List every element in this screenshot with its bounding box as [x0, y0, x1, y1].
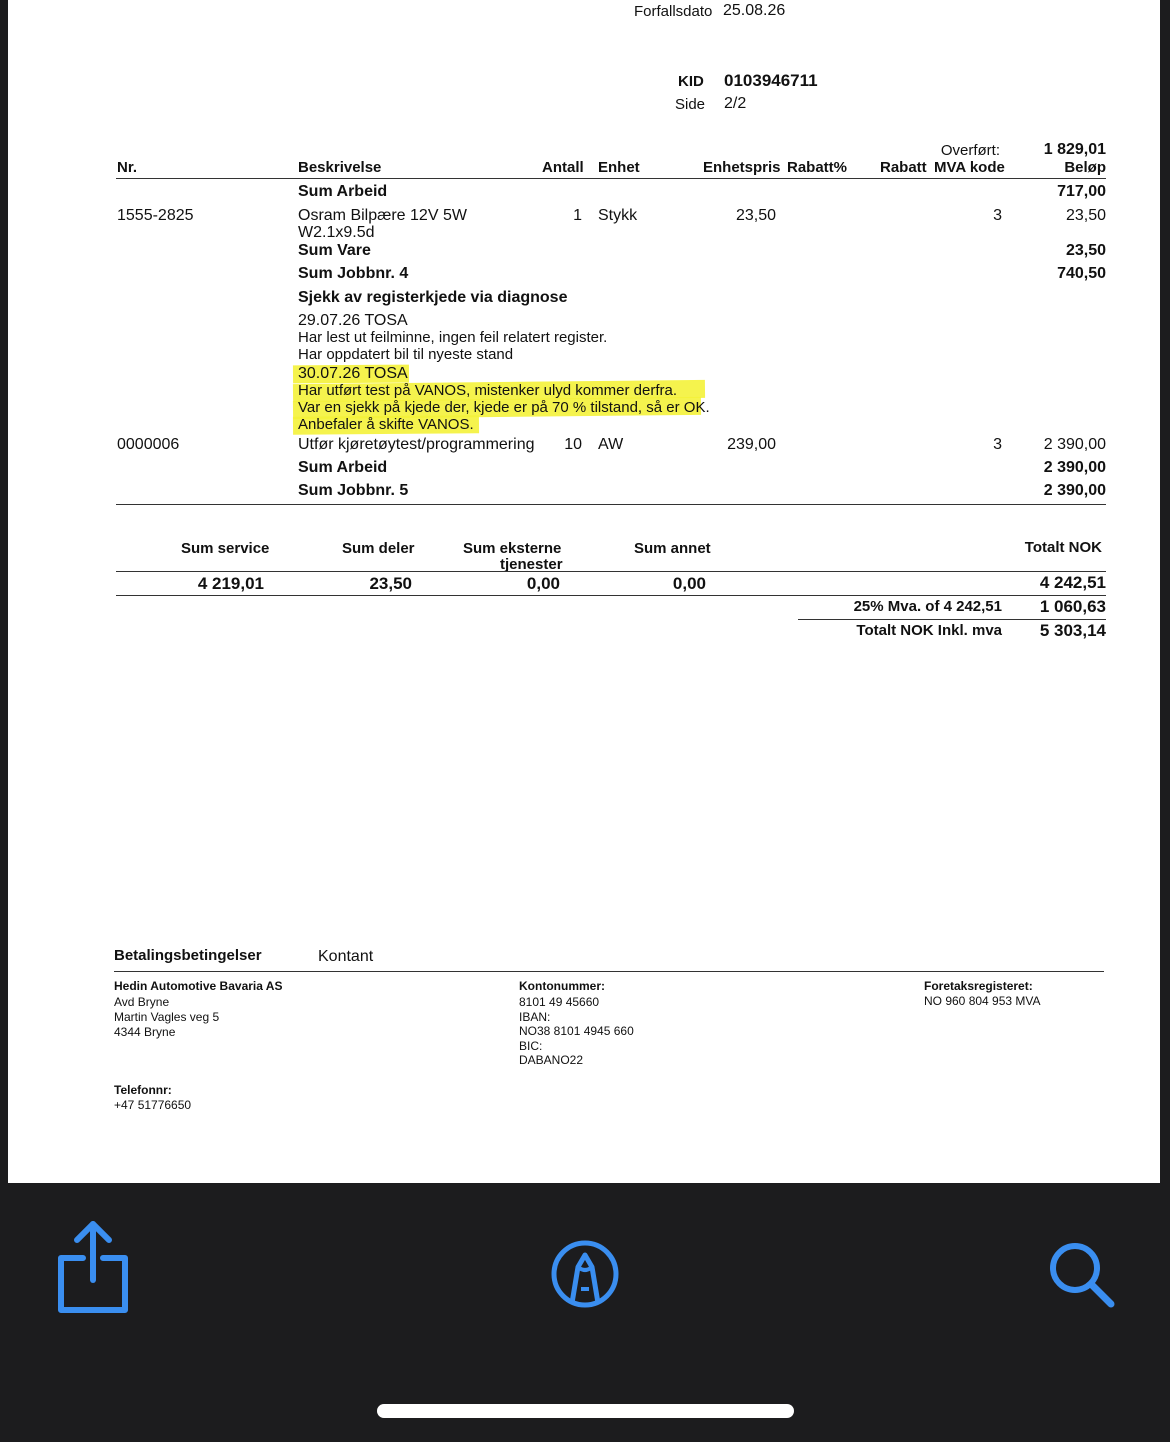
share-icon[interactable]	[55, 1218, 135, 1298]
note-line: 30.07.26 TOSA	[298, 365, 408, 382]
col-description: Beskrivelse	[298, 159, 382, 176]
registry-value: NO 960 804 953 MVA	[924, 994, 1041, 1008]
sum-other-value: 0,00	[672, 574, 706, 593]
header-rule	[116, 178, 1106, 179]
sum-arbeid-label: Sum Arbeid	[298, 183, 388, 200]
item-vat-code: 3	[993, 207, 1002, 224]
sum-arbeid-amount: 717,00	[1057, 183, 1106, 200]
total-label: Totalt NOK	[1024, 539, 1102, 556]
note-line: Har lest ut feilminne, ingen feil relatert register.	[298, 329, 608, 346]
total-incl-value: 5 303,14	[1039, 621, 1106, 640]
col-amount: Beløp	[1064, 159, 1106, 176]
total-incl-label: Totalt NOK Inkl. mva	[856, 622, 1002, 639]
total-value: 4 242,51	[1039, 573, 1106, 592]
carried-over-label: Overført:	[940, 142, 1000, 159]
page-label: Side	[675, 96, 706, 113]
sum-vare-amount: 23,50	[1065, 242, 1106, 259]
item-description-cont: W2.1x9.5d	[298, 224, 375, 241]
payment-terms-value: Kontant	[318, 948, 374, 965]
vat-label: 25% Mva. of 4 242,51	[853, 598, 1002, 615]
sum-job-label: Sum Jobbnr. 5	[298, 482, 409, 499]
item-unit-price: 239,00	[727, 436, 776, 453]
page-value: 2/2	[724, 95, 747, 112]
col-discount-pct: Rabatt%	[787, 159, 848, 176]
note-line: Var en sjekk på kjede der, kjede er på 70 % tilstand, så er OK.	[298, 399, 710, 416]
bic-label: BIC:	[519, 1039, 543, 1053]
payment-terms-label: Betalingsbetingelser	[114, 947, 262, 964]
item-amount: 2 390,00	[1043, 436, 1106, 453]
account-value: 8101 49 45660	[519, 995, 600, 1009]
item-unit-price: 23,50	[735, 207, 776, 224]
iban-value: NO38 8101 4945 660	[519, 1024, 634, 1038]
col-quantity: Antall	[542, 159, 584, 176]
kid-label: KID	[678, 73, 704, 90]
invoice-page	[8, 0, 1160, 1183]
carried-over-value: 1 829,01	[1043, 141, 1106, 158]
item-quantity: 10	[564, 436, 582, 453]
sum-arbeid-amount: 2 390,00	[1043, 459, 1106, 476]
sum-parts-label: Sum deler	[342, 540, 415, 557]
note-line: Har utført test på VANOS, mistenker ulyd kommer derfra.	[298, 382, 677, 399]
col-unit: Enhet	[598, 159, 640, 176]
sum-parts-value: 23,50	[369, 574, 412, 593]
item-unit: AW	[598, 436, 624, 453]
item-amount: 23,50	[1065, 207, 1106, 224]
sum-job-amount: 2 390,00	[1043, 482, 1106, 499]
sum-external-label-cont: tjenester	[500, 556, 563, 573]
phone-value: +47 51776650	[114, 1098, 192, 1112]
sum-job-label: Sum Jobbnr. 4	[298, 265, 409, 282]
totals-bottom-rule	[116, 595, 1106, 596]
due-date-value: 25.08.26	[723, 2, 786, 19]
col-unit-price: Enhetspris	[703, 159, 781, 176]
note-line: 29.07.26 TOSA	[298, 312, 408, 329]
phone-label: Telefonnr:	[114, 1083, 172, 1097]
footer-rule	[114, 971, 1104, 972]
iban-label: IBAN:	[519, 1010, 551, 1024]
due-date-label: Forfallsdato	[634, 3, 713, 20]
sum-service-value: 4 219,01	[197, 574, 264, 593]
sum-external-value: 0,00	[526, 574, 560, 593]
item-nr: 0000006	[117, 436, 180, 453]
item-description: Osram Bilpære 12V 5W	[298, 207, 467, 224]
vat-rule	[798, 619, 1106, 620]
totals-rule	[116, 571, 1106, 572]
kid-value: 0103946711	[724, 71, 818, 90]
sum-arbeid-label: Sum Arbeid	[298, 459, 388, 476]
company-dept: Avd Bryne	[114, 995, 170, 1009]
section-rule	[116, 504, 1106, 505]
bic-value: DABANO22	[519, 1053, 584, 1067]
markup-icon[interactable]	[548, 1237, 628, 1317]
item-quantity: 1	[573, 207, 582, 224]
item-unit: Stykk	[598, 207, 638, 224]
sum-service-label: Sum service	[181, 540, 270, 557]
registry-label: Foretaksregisteret:	[924, 979, 1033, 993]
sum-vare-label: Sum Vare	[298, 242, 371, 259]
home-indicator	[377, 1404, 794, 1418]
note-line: Anbefaler å skifte VANOS.	[298, 416, 474, 433]
account-label: Kontonummer:	[519, 979, 605, 993]
col-vat-code: MVA kode	[934, 159, 1005, 176]
company-street: Martin Vagles veg 5	[114, 1010, 220, 1024]
item-nr: 1555-2825	[117, 207, 194, 224]
company-city: 4344 Bryne	[114, 1025, 176, 1039]
vat-value: 1 060,63	[1039, 597, 1106, 616]
col-discount: Rabatt	[880, 159, 927, 176]
sum-job-amount: 740,50	[1057, 265, 1106, 282]
company-name: Hedin Automotive Bavaria AS	[114, 979, 283, 993]
sum-other-label: Sum annet	[634, 540, 711, 557]
search-icon[interactable]	[1045, 1238, 1125, 1318]
item-vat-code: 3	[993, 436, 1002, 453]
item-description: Utfør kjøretøytest/programmering	[298, 436, 535, 453]
note-line: Har oppdatert bil til nyeste stand	[298, 346, 514, 363]
sum-external-label: Sum eksterne	[463, 540, 562, 557]
job-title: Sjekk av registerkjede via diagnose	[298, 289, 568, 306]
col-nr: Nr.	[117, 159, 138, 176]
